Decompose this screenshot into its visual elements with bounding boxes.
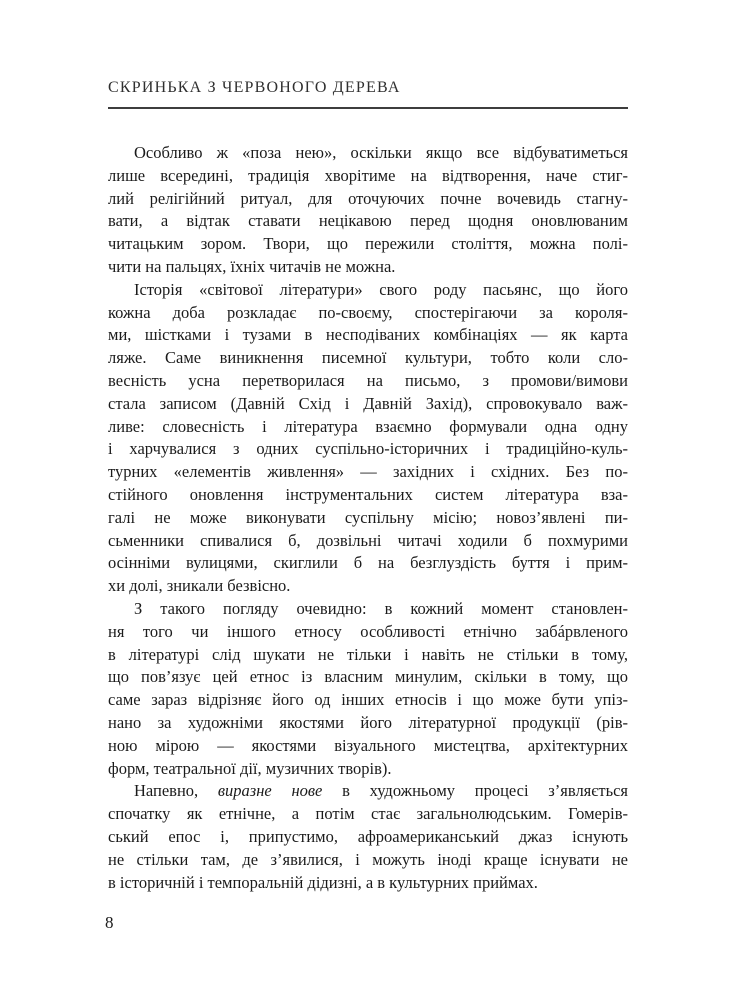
- text-segment: вати, а відтак ставати нецікавою перед щодня оновлюваним: [108, 211, 628, 231]
- text-segment: хи долі, зникали безвісно.: [108, 576, 291, 596]
- text-segment: в історичній і темпоральній дідизні, а в культурних приймах.: [108, 872, 538, 892]
- text-segment: ною мірою — якостями візуального мистецтва, архітектурних: [108, 735, 628, 755]
- text-line: [108, 507, 628, 530]
- text-segment: стала записом (Давній Схід і Давній Захід), спровокувало важ-: [108, 393, 628, 413]
- text-segment: Напевно,: [134, 781, 218, 801]
- text-line: [108, 461, 628, 484]
- text-line: [108, 666, 628, 689]
- text-line: [108, 575, 628, 598]
- header-rule: [108, 107, 628, 109]
- text-segment: не стільки там, де з’явилися, і можуть іноді краще існувати не: [108, 849, 628, 869]
- text-line: [108, 644, 628, 667]
- text-segment: ський епос і, припустимо, афроамериканський джаз існують: [108, 826, 628, 846]
- text-line: [108, 256, 628, 279]
- text-line: [108, 324, 628, 347]
- text-segment: лий релігійний ритуал, для оточуючих почне вочевидь стагну-: [108, 188, 628, 208]
- text-segment: форм, театральної дії, музичних творів).: [108, 758, 392, 778]
- text-segment: стійного оновлення інструментальних систем література вза-: [108, 484, 628, 504]
- text-segment: і харчувалися з одних суспільно-історичних і традиційно-куль-: [108, 439, 628, 459]
- text-line: [108, 598, 628, 621]
- text-segment: осінніми вулицями, скиглили б на безглуздість буття і прим-: [108, 553, 628, 573]
- text-segment: ляже. Саме виникнення писемної культури, тобто коли сло-: [108, 348, 628, 368]
- text-line: [108, 279, 628, 302]
- text-line: [108, 872, 628, 895]
- text-segment: Історія «світової літератури» свого роду пасьянс, що його: [134, 279, 628, 299]
- text-line: [108, 165, 628, 188]
- text-segment: турних «елементів живлення» — західних і східних. Без по-: [108, 462, 628, 482]
- text-segment: Особливо ж «поза нею», оскільки якщо все відбуватиметься: [134, 143, 628, 162]
- text-line: [108, 621, 628, 644]
- text-segment: в художньому процесі з’являється: [322, 781, 629, 801]
- running-head: СКРИНЬКА З ЧЕРВОНОГО ДЕРЕВА: [108, 79, 401, 96]
- text-segment: галі не може виконувати суспільну місію; новоз’явлені пи-: [108, 507, 628, 527]
- text-segment: кожна доба розкладає по-своєму, спостерігаючи за короля-: [108, 302, 628, 322]
- text-line: [108, 712, 628, 735]
- text-segment: ливе: словесність і література взаємно формували одна одну: [108, 416, 628, 436]
- text-segment: весність усна перетворилася на письмо, з промови/вимови: [108, 370, 628, 390]
- text-line: [108, 803, 628, 826]
- text-line: [108, 758, 628, 781]
- body-text: [108, 142, 628, 894]
- text-line: [108, 484, 628, 507]
- text-line: [108, 393, 628, 416]
- text-line: [108, 849, 628, 872]
- text-segment: ня того чи іншого етносу особливості етнічно забáрвленого: [108, 621, 628, 641]
- text-segment: саме зараз відрізняє його од інших етносів і що може бути упіз-: [108, 690, 628, 710]
- text-line: [108, 210, 628, 233]
- text-line: [108, 142, 628, 165]
- text-line: [108, 188, 628, 211]
- text-line: [108, 233, 628, 256]
- text-segment: читацьким зором. Твори, що пережили століття, можна полі-: [108, 234, 628, 254]
- text-line: [108, 438, 628, 461]
- text-line: [108, 530, 628, 553]
- text-line: [108, 347, 628, 370]
- text-line: [108, 302, 628, 325]
- page-number: 8: [105, 913, 114, 932]
- text-segment: чити на пальцях, їхніх читачів не можна.: [108, 256, 396, 276]
- text-segment: спочатку як етнічне, а потім стає загальнолюдським. Гомерів-: [108, 804, 628, 824]
- text-segment: ми, шістками і тузами в несподіваних комбінаціях — як карта: [108, 325, 628, 345]
- text-line: [108, 780, 628, 803]
- text-line: [108, 552, 628, 575]
- italic-phrase: виразне нове: [217, 781, 323, 801]
- text-line: [108, 416, 628, 439]
- text-segment: сьменники спивалися б, дозвільні читачі ходили б похмурими: [108, 530, 628, 550]
- text-segment: нано за художніми якостями його літературної продукції (рів-: [108, 712, 628, 732]
- text-line: [108, 689, 628, 712]
- text-line: [108, 826, 628, 849]
- text-segment: лише всередині, традиція хворітиме на відтворення, наче стиг-: [108, 165, 628, 185]
- text-segment: що пов’язує цей етнос із власним минулим, скільки в тому, що: [108, 667, 628, 687]
- text-line: [108, 735, 628, 758]
- text-segment: в літературі слід шукати не тільки і навіть не стільки в тому,: [108, 644, 628, 664]
- text-segment: З такого погляду очевидно: в кожний момент становлен-: [134, 598, 628, 618]
- text-line: [108, 370, 628, 393]
